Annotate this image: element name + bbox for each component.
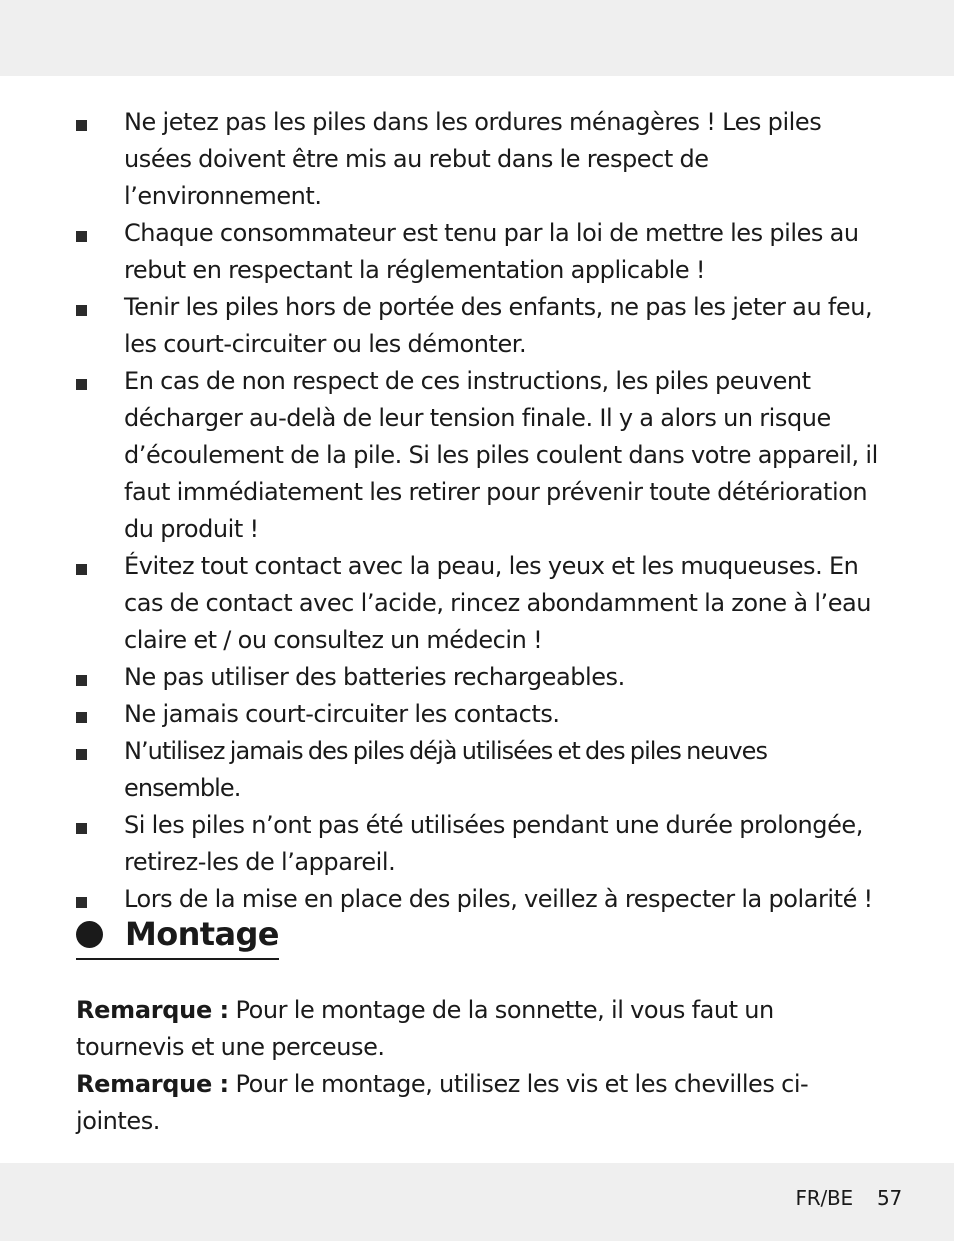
list-item-text: Lors de la mise en place des piles, veillez à respecter la polarité ! (124, 885, 873, 913)
header-band (0, 0, 954, 76)
list-item-text: Ne jamais court-circuiter les contacts. (124, 700, 560, 728)
square-bullet-icon (76, 379, 87, 390)
square-bullet-icon (76, 749, 87, 760)
list-item (76, 696, 886, 733)
list-item (76, 807, 886, 881)
note-paragraph (76, 992, 886, 1066)
list-item (76, 215, 886, 289)
note-text: Pour le montage, utilisez les vis et les chevilles ci-jointes. (76, 1070, 809, 1135)
battery-safety-list (76, 104, 886, 918)
page-number: 57 (876, 1186, 902, 1210)
list-item (76, 363, 886, 548)
square-bullet-icon (76, 305, 87, 316)
list-item-text: En cas de non respect de ces instructions, les piles peuvent décharger au-delà de leur tension finale. Il y a alors un risque d’écoulement de la pile. Si les piles coulent dans votre appareil, il faut immédiatement les retirer pour prévenir toute détérioration du produit ! (124, 367, 878, 543)
note-text: Pour le montage de la sonnette, il vous faut un tournevis et une perceuse. (76, 996, 774, 1061)
filled-circle-icon (76, 921, 103, 948)
list-item (76, 104, 886, 215)
list-item-text: Si les piles n’ont pas été utilisées pendant une durée prolongée, retirez-les de l’appareil. (124, 811, 863, 876)
list-item-text: Ne jetez pas les piles dans les ordures ménagères ! Les piles usées doivent être mis au rebut dans le respect de l’environnement. (124, 108, 822, 210)
list-item (76, 548, 886, 659)
footer-locale: FR/BE (795, 1186, 853, 1210)
list-item (76, 733, 886, 807)
page-footer (795, 1186, 902, 1210)
square-bullet-icon (76, 712, 87, 723)
note-label: Remarque : (76, 996, 229, 1024)
list-item-text: Évitez tout contact avec la peau, les yeux et les muqueuses. En cas de contact avec l’acide, rincez abondamment la zone à l’eau claire et / ou consultez un médecin ! (124, 552, 872, 654)
notes-block (76, 992, 886, 1140)
square-bullet-icon (76, 823, 87, 834)
note-label: Remarque : (76, 1070, 229, 1098)
note-paragraph (76, 1066, 886, 1140)
list-item (76, 659, 886, 696)
list-item-text: Tenir les piles hors de portée des enfants, ne pas les jeter au feu, les court-circuiter ou les démonter. (124, 293, 873, 358)
list-item (76, 289, 886, 363)
section-heading (76, 912, 279, 960)
list-item-text: Chaque consommateur est tenu par la loi de mettre les piles au rebut en respectant la réglementation applicable ! (124, 219, 859, 284)
square-bullet-icon (76, 897, 87, 908)
square-bullet-icon (76, 120, 87, 131)
list-item-text: N’utilisez jamais des piles déjà utilisées et des piles neuves ensemble. (124, 737, 768, 802)
square-bullet-icon (76, 564, 87, 575)
section-title: Montage (125, 915, 279, 953)
square-bullet-icon (76, 231, 87, 242)
square-bullet-icon (76, 675, 87, 686)
list-item-text: Ne pas utiliser des batteries rechargeables. (124, 663, 625, 691)
